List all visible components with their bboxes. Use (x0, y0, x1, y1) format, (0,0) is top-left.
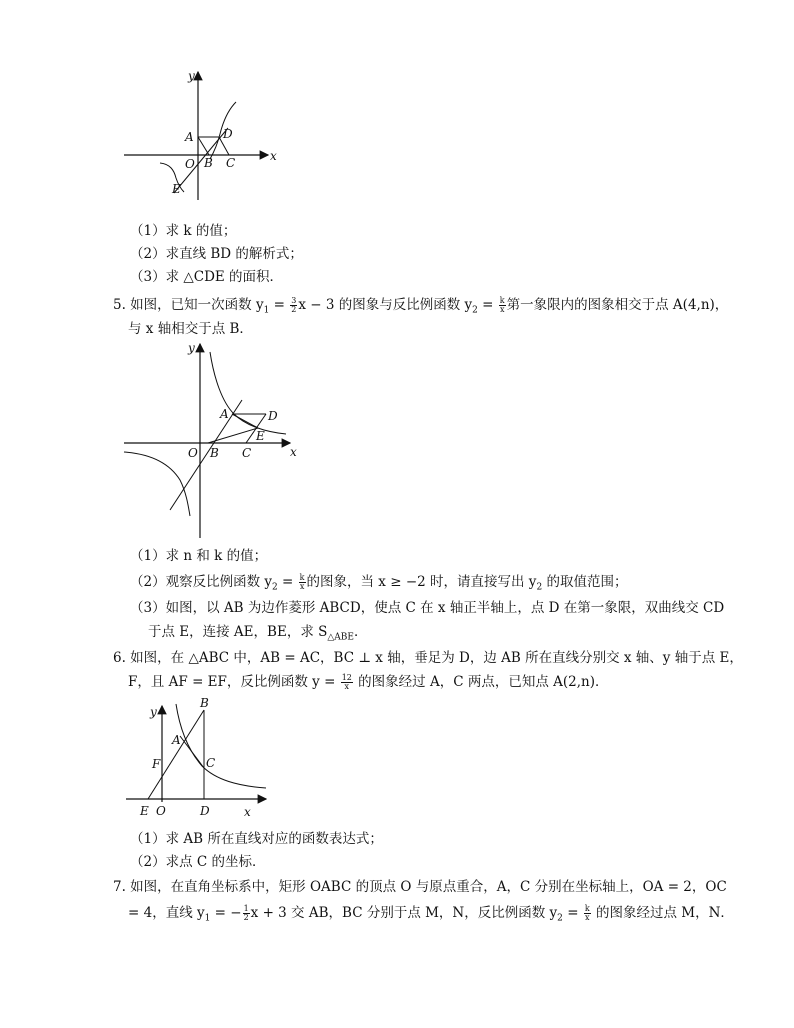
fraction-3-2: $\frac{3}{2}$ (291, 296, 297, 314)
label-e: E (140, 804, 149, 818)
label-d: D (200, 804, 210, 818)
label-d: D (223, 127, 233, 141)
label-e: E (172, 182, 181, 196)
label-o: O (156, 804, 166, 818)
q5-sub1: （1）求 n 和 k 的值； (130, 548, 268, 564)
segment-be (208, 428, 258, 443)
q6-sub1: （1）求 AB 所在直线对应的函数表达式； (130, 831, 383, 847)
fraction-k-x: $\frac{k}{x}$ (584, 904, 590, 922)
label-x: x (290, 445, 297, 459)
figure-6-svg (120, 694, 280, 824)
figure-question-4 (118, 66, 288, 202)
q7-stem-line1: 7. 如图，在直角坐标系中，矩形 OABC 的顶点 O 与原点重合，A，C 分别在坐标轴上，OA = 2，OC (113, 879, 727, 895)
fraction-k-x: $\frac{k}{x}$ (299, 573, 305, 591)
q6-sub2: （2）求点 C 的坐标． (130, 854, 266, 870)
label-d: D (268, 409, 278, 423)
line-y1 (170, 400, 242, 510)
label-c: C (206, 756, 216, 770)
label-b: B (204, 156, 213, 170)
label-y: y (188, 341, 195, 355)
figure-question-5 (118, 338, 308, 546)
label-a: A (172, 733, 181, 747)
label-e: E (256, 429, 265, 443)
fraction-k-x: $\frac{k}{x}$ (499, 296, 505, 314)
hyperbola-branch-3 (124, 452, 190, 516)
hyperbola (176, 704, 266, 788)
q5-stem-line2: 与 x 轴相交于点 B． (128, 321, 253, 337)
figure-4-svg (118, 66, 288, 202)
q6-stem-line1: 6. 如图，在 △ABC 中，AB = AC，BC ⊥ x 轴，垂足为 D，边 AB 所在直线分别交 x 轴、y 轴于点 E， (113, 650, 743, 666)
q5-sub3-line2: 于点 E，连接 AE，BE，求 $S_{\triangle ABE}$． (148, 624, 368, 643)
q4-sub1: （1）求 k 的值； (130, 223, 237, 239)
label-x: x (270, 149, 277, 163)
q5-sub3-line1: （3）如图，以 AB 为边作菱形 ABCD，使点 C 在 x 轴正半轴上，点 D 在第一象限，双曲线交 CD (130, 600, 725, 616)
q6-stem-line2: F，且 AF = EF，反比例函数 y = $\frac{12}{x}$ 的图象经过 A，C 两点，已知点 A(2,n)． (128, 673, 609, 691)
label-c: C (242, 446, 252, 460)
label-a: A (220, 407, 229, 421)
q4-sub2: （2）求直线 BD 的解析式； (130, 246, 303, 262)
q5-stem-line1: 5. 如图，已知一次函数 $y_1$ = $\frac{3}{2}$ x − 3 的图象与反比例函数 $y_2$ = $\frac{k}{x}$ 第一象限内的图象相交于点 A(4,n)， (113, 296, 729, 316)
label-x: x (244, 805, 251, 819)
label-b: B (200, 696, 209, 710)
fraction-1-2: $\frac{1}{2}$ (243, 904, 249, 922)
segment-ac (180, 736, 204, 768)
label-y: y (150, 705, 157, 719)
label-o: O (185, 157, 195, 171)
label-y: y (188, 69, 195, 83)
fraction-12-x: $\frac{12}{x}$ (341, 673, 352, 691)
label-b: B (210, 446, 219, 460)
label-o: O (188, 446, 198, 460)
q4-sub3: （3）求 △CDE 的面积． (130, 269, 284, 285)
figure-5-svg (118, 338, 308, 546)
segment-ae (232, 414, 258, 428)
figure-question-6 (120, 694, 280, 824)
line-bd (174, 128, 228, 193)
label-a: A (185, 130, 194, 144)
q5-sub2: （2）观察反比例函数 $y_2$ = $\frac{k}{x}$ 的图象，当 x ≥ −2 时，请直接写出 $y_2$ 的取值范围； (130, 573, 628, 593)
segment-eb (148, 710, 204, 799)
label-c: C (226, 156, 236, 170)
q7-stem-line2: = 4，直线 $y_1$ = − $\frac{1}{2}$ x + 3 交 AB，BC 分别于点 M，N，反比例函数 $y_2$ = $\frac{k}{x}$ 的图象经过点 M，N． (128, 904, 734, 924)
label-f: F (152, 757, 161, 771)
